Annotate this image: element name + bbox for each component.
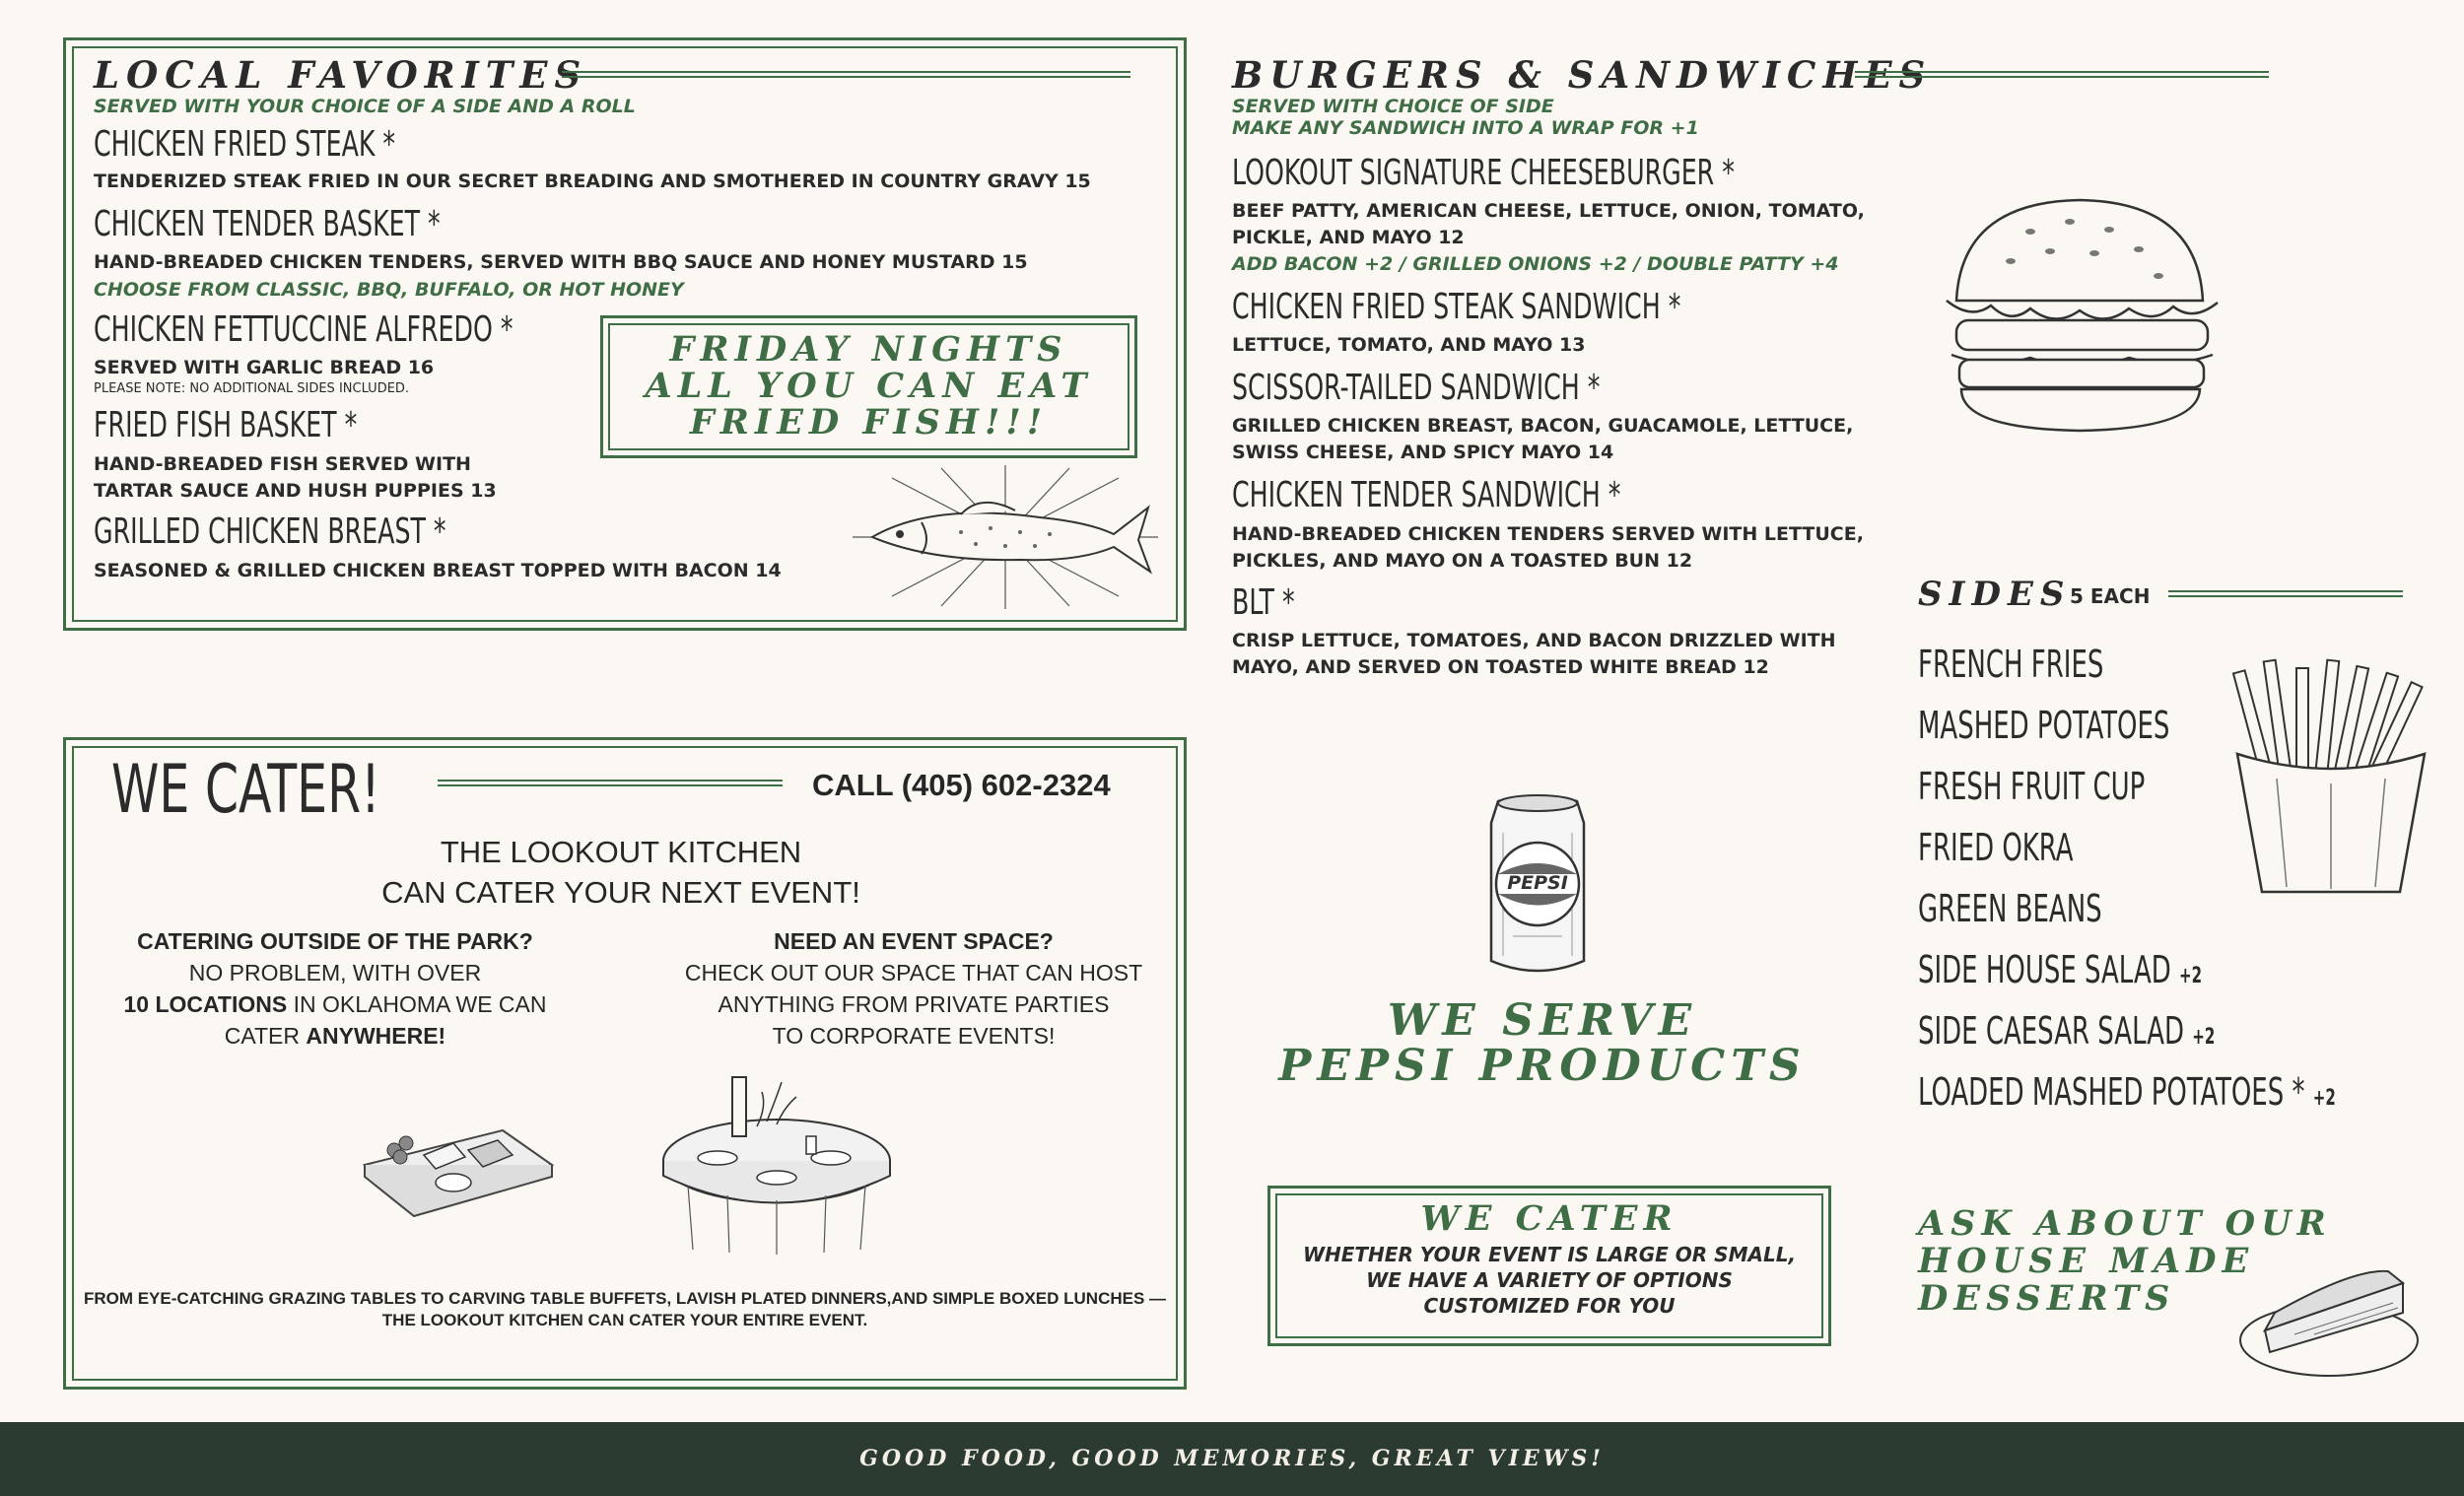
side-item: MASHED POTATOES [1918, 704, 2170, 747]
menu-item-desc: TARTAR SAUCE AND HUSH PUPPIES 13 [94, 480, 497, 502]
menu-item-name: LOOKOUT SIGNATURE CHEESEBURGER * [1232, 153, 1735, 193]
side-upcharge: +2 [2178, 964, 2203, 988]
menu-item-desc: HAND-BREADED CHICKEN TENDERS SERVED WITH LETTUCE, [1232, 523, 1864, 545]
promo-line: FRIDAY NIGHTS [669, 329, 1068, 370]
catering-right-text: CHECK OUT OUR SPACE THAT CAN HOST [684, 960, 1143, 986]
pie-slice-illustration [2235, 1263, 2432, 1382]
section-subtitle: SERVED WITH CHOICE OF SIDE [1232, 96, 1554, 117]
side-item: SIDE HOUSE SALAD +2 [1918, 948, 2203, 991]
sides-price: 5 EACH [2070, 584, 2151, 608]
section-subtitle: SERVED WITH YOUR CHOICE OF A SIDE AND A ROLL [94, 96, 636, 117]
menu-item-name: GRILLED CHICKEN BREAST * [94, 511, 446, 552]
catering-headline: CAN CATER YOUR NEXT EVENT! [381, 875, 860, 910]
catering-headline: THE LOOKOUT KITCHEN [440, 835, 802, 869]
fries-illustration [2227, 660, 2434, 897]
catering-footer-text: THE LOOKOUT KITCHEN CAN CATER YOUR ENTIRE EVENT. [381, 1311, 868, 1329]
catering-right-text: TO CORPORATE EVENTS! [772, 1023, 1056, 1049]
catering-phone[interactable]: CALL (405) 602-2324 [812, 768, 1111, 802]
menu-item-name: CHICKEN FRIED STEAK * [94, 124, 396, 165]
we-cater-text: WE HAVE A VARIETY OF OPTIONS [1366, 1268, 1733, 1292]
menu-item-desc: GRILLED CHICKEN BREAST, BACON, GUACAMOLE, LETTUCE, [1232, 415, 1854, 437]
desserts-line: DESSERTS [1918, 1278, 2176, 1319]
menu-item-name: CHICKEN FETTUCCINE ALFREDO * [94, 309, 513, 350]
section-title: LOCAL FAVORITES [94, 53, 588, 97]
menu-item-desc: PICKLE, AND MAYO 12 [1232, 227, 1465, 248]
title-rule [2168, 590, 2403, 597]
desserts-line: HOUSE MADE [1918, 1241, 2255, 1281]
menu-item-desc: BEEF PATTY, AMERICAN CHEESE, LETTUCE, ONION, TOMATO, [1232, 200, 1865, 222]
catering-left-text: 10 LOCATIONS IN OKLAHOMA WE CAN [123, 991, 547, 1017]
menu-item-desc: CRISP LETTUCE, TOMATOES, AND BACON DRIZZLED WITH [1232, 630, 1836, 651]
menu-item-name: CHICKEN TENDER BASKET * [94, 204, 441, 244]
catering-title: WE CATER! [111, 751, 380, 829]
promo-line: ALL YOU CAN EAT [645, 366, 1093, 406]
fish-illustration [843, 463, 1168, 611]
catering-left-text: NO PROBLEM, WITH OVER [188, 960, 482, 986]
side-item: LOADED MASHED POTATOES * +2 [1918, 1070, 2336, 1114]
catering-left-heading: CATERING OUTSIDE OF THE PARK? [137, 928, 533, 954]
pepsi-can-label: PEPSI [1507, 872, 1568, 894]
side-item: FRIED OKRA [1918, 826, 2074, 869]
menu-item-note: CHOOSE FROM CLASSIC, BBQ, BUFFALO, OR HOT HONEY [94, 279, 684, 301]
side-item: GREEN BEANS [1918, 887, 2102, 930]
side-upcharge: +2 [2192, 1025, 2216, 1050]
menu-item-desc: HAND-BREADED CHICKEN TENDERS, SERVED WITH BBQ SAUCE AND HONEY MUSTARD 15 [94, 251, 1028, 273]
menu-item-name: SCISSOR-TAILED SANDWICH * [1232, 368, 1601, 408]
section-title: BURGERS & SANDWICHES [1232, 53, 1933, 97]
desserts-line: ASK ABOUT OUR [1918, 1203, 2332, 1244]
catering-right-text: ANYTHING FROM PRIVATE PARTIES [718, 991, 1110, 1017]
menu-item-name: CHICKEN TENDER SANDWICH * [1232, 475, 1621, 515]
menu-item-small-note: PLEASE NOTE: NO ADDITIONAL SIDES INCLUDED. [94, 381, 410, 396]
footer-tagline: GOOD FOOD, GOOD MEMORIES, GREAT VIEWS! [859, 1446, 1605, 1471]
menu-item-name: CHICKEN FRIED STEAK SANDWICH * [1232, 287, 1681, 327]
section-subtitle: MAKE ANY SANDWICH INTO A WRAP FOR +1 [1232, 117, 1699, 139]
title-rule [1855, 71, 2269, 78]
table-illustration [658, 1067, 895, 1255]
promo-line: FRIED FISH!!! [689, 402, 1049, 442]
title-rule [562, 71, 1130, 78]
side-item: SIDE CAESAR SALAD +2 [1918, 1009, 2216, 1053]
we-cater-text: WHETHER YOUR EVENT IS LARGE OR SMALL, [1302, 1243, 1797, 1266]
pepsi-promo-line: PEPSI PRODUCTS [1278, 1041, 1807, 1091]
menu-item-name: BLT * [1232, 582, 1295, 623]
catering-footer-text: FROM EYE-CATCHING GRAZING TABLES TO CARVING TABLE BUFFETS, LAVISH PLATED DINNERS,AND SIMPLE BOXED LUNCHES — [83, 1289, 1167, 1308]
menu-item-desc: LETTUCE, TOMATO, AND MAYO 13 [1232, 334, 1586, 356]
menu-item-desc: TENDERIZED STEAK FRIED IN OUR SECRET BREADING AND SMOTHERED IN COUNTRY GRAVY 15 [94, 170, 1091, 192]
title-rule [438, 780, 783, 786]
menu-item-desc: HAND-BREADED FISH SERVED WITH [94, 453, 471, 475]
side-item: FRENCH FRIES [1918, 643, 2104, 686]
catering-right-heading: NEED AN EVENT SPACE? [774, 928, 1054, 954]
menu-item-desc: SEASONED & GRILLED CHICKEN BREAST TOPPED WITH BACON 14 [94, 560, 782, 581]
catering-left-text: CATER ANYWHERE! [224, 1023, 446, 1049]
pepsi-promo-line: WE SERVE [1387, 995, 1698, 1046]
side-item: FRESH FRUIT CUP [1918, 765, 2146, 808]
we-cater-text: CUSTOMIZED FOR YOU [1423, 1294, 1676, 1318]
menu-item-desc: MAYO, AND SERVED ON TOASTED WHITE BREAD 12 [1232, 656, 1769, 678]
burger-illustration [1932, 192, 2227, 439]
menu-item-desc: PICKLES, AND MAYO ON A TOASTED BUN 12 [1232, 550, 1693, 572]
menu-item-name: FRIED FISH BASKET * [94, 405, 358, 445]
menu-item-desc: SWISS CHEESE, AND SPICY MAYO 14 [1232, 442, 1614, 463]
footer-bar [0, 1422, 2464, 1496]
side-upcharge: +2 [2312, 1086, 2336, 1111]
we-cater-title: WE CATER [1420, 1198, 1678, 1239]
menu-item-note: ADD BACON +2 / GRILLED ONIONS +2 / DOUBLE PATTY +4 [1232, 253, 1839, 275]
menu-item-desc: SERVED WITH GARLIC BREAD 16 [94, 357, 435, 378]
grazing-board-illustration [355, 1106, 562, 1214]
section-title: SIDES [1918, 575, 2072, 614]
